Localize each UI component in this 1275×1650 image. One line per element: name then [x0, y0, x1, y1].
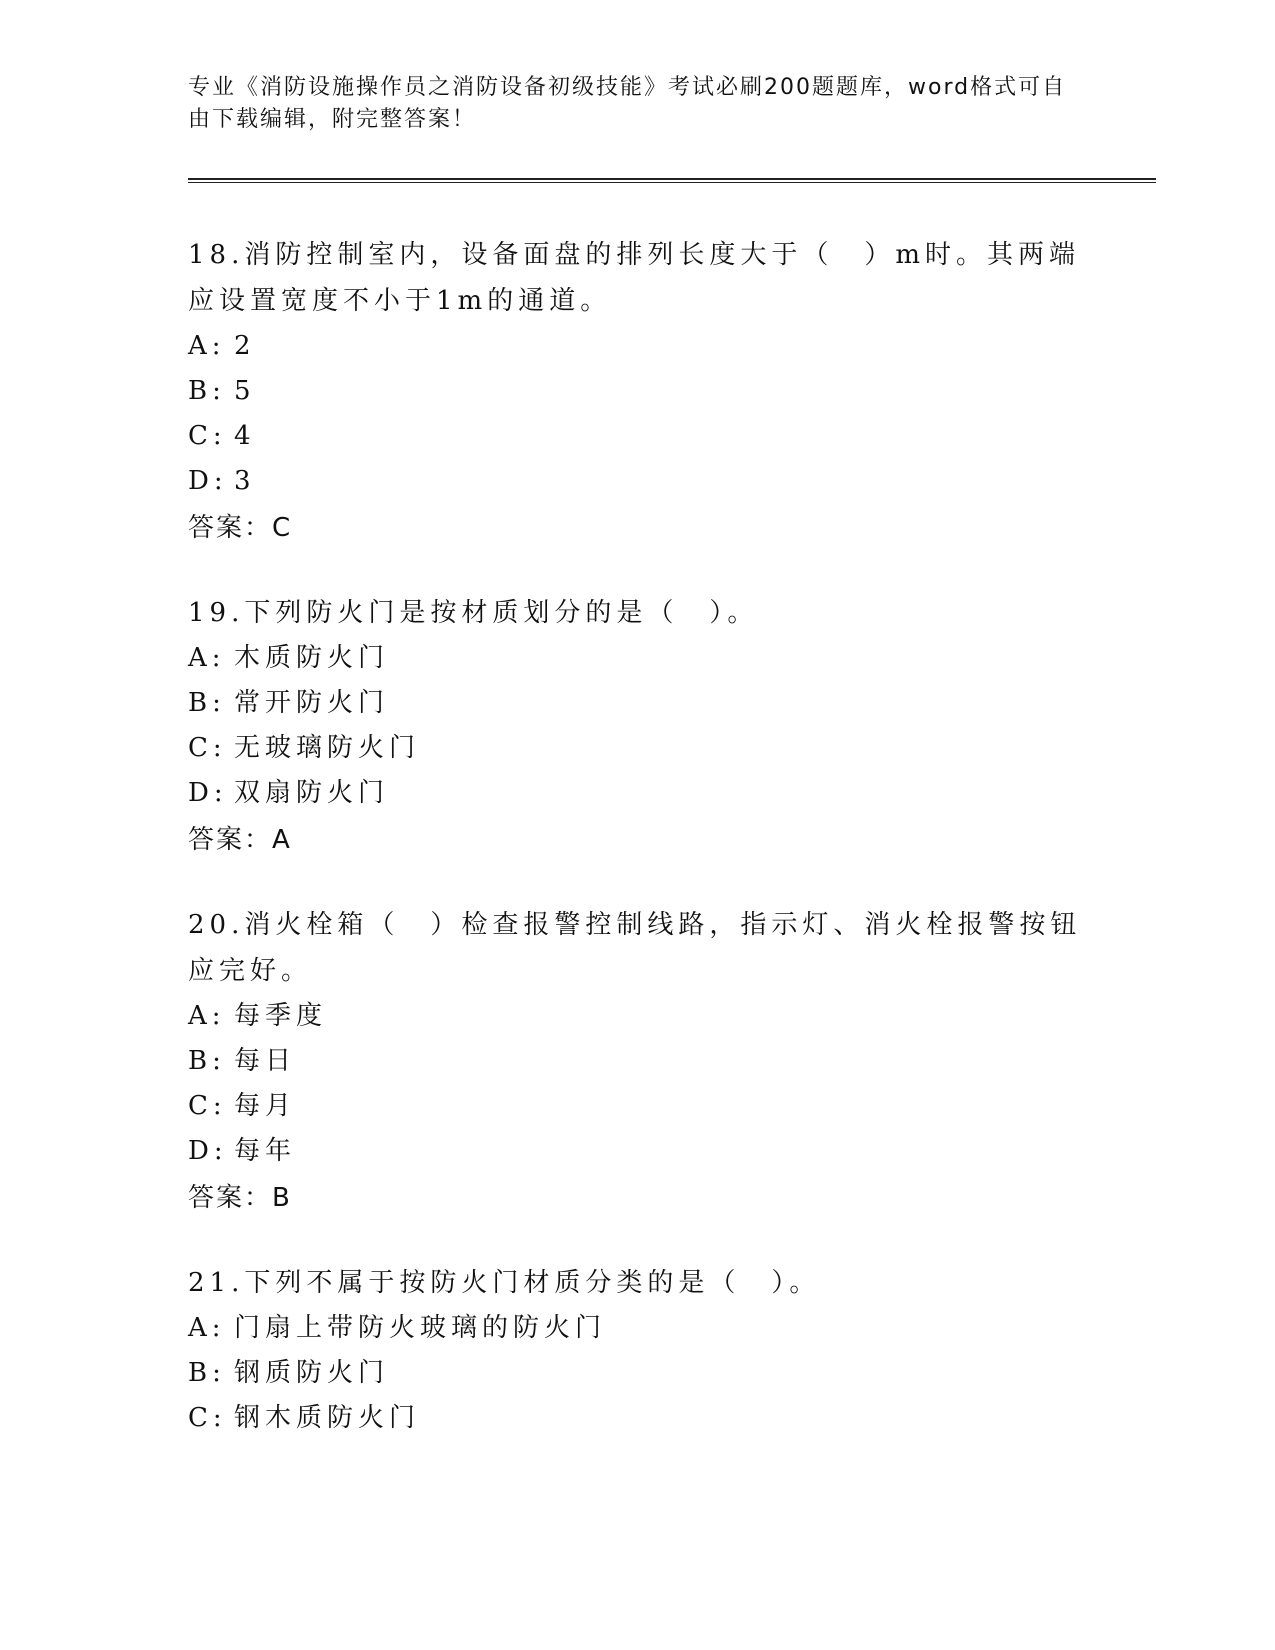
- option-text: 钢木质防火门: [234, 1403, 421, 1433]
- option-text: 4: [234, 421, 256, 451]
- option-text: 每日: [234, 1046, 297, 1076]
- option-key: B:: [188, 688, 226, 718]
- option-text: 3: [234, 466, 256, 496]
- question-18: [188, 232, 1088, 552]
- question-20: [188, 902, 1088, 1222]
- question-list: [188, 232, 1088, 1479]
- option-b: [188, 681, 1088, 726]
- option-a: [188, 994, 1088, 1039]
- option-text: 每年: [234, 1136, 297, 1166]
- option-b: [188, 369, 1088, 414]
- header-divider: [188, 178, 1156, 180]
- option-key: C:: [188, 733, 227, 763]
- option-a: [188, 636, 1088, 681]
- option-text: 每月: [234, 1091, 297, 1121]
- answer-line: 答案：B: [188, 1183, 292, 1213]
- answer-line: 答案：A: [188, 825, 292, 855]
- option-text: 木质防火门: [234, 643, 390, 673]
- option-d: [188, 771, 1088, 816]
- option-text: 无玻璃防火门: [234, 733, 421, 763]
- question-stem: 21.下列不属于按防火门材质分类的是（ ）。: [188, 1268, 821, 1298]
- header-divider-thin: [188, 182, 1156, 183]
- option-c: [188, 414, 1088, 459]
- option-key: A:: [188, 1001, 226, 1031]
- option-key: C:: [188, 1091, 227, 1121]
- option-key: B:: [188, 1046, 226, 1076]
- option-key: B:: [188, 376, 226, 406]
- option-text: 每季度: [234, 1001, 328, 1031]
- option-text: 门扇上带防火玻璃的防火门: [234, 1313, 607, 1343]
- option-b: [188, 1351, 1088, 1396]
- option-key: A:: [188, 643, 226, 673]
- option-a: [188, 1306, 1088, 1351]
- question-stem: 18.消防控制室内，设备面盘的排列长度大于（ ）m时。其两端应设置宽度不小于1m的通道。: [188, 240, 1081, 316]
- option-d: [188, 459, 1088, 504]
- question-21: [188, 1260, 1088, 1441]
- option-text: 常开防火门: [234, 688, 390, 718]
- option-text: 双扇防火门: [234, 778, 390, 808]
- question-stem: 19.下列防火门是按材质划分的是（ ）。: [188, 598, 759, 628]
- answer-line: 答案：C: [188, 513, 293, 543]
- option-c: [188, 1084, 1088, 1129]
- option-text: 钢质防火门: [234, 1358, 390, 1388]
- option-text: 2: [234, 331, 256, 361]
- option-c: [188, 1396, 1088, 1441]
- option-key: A:: [188, 1313, 226, 1343]
- option-text: 5: [234, 376, 256, 406]
- option-d: [188, 1129, 1088, 1174]
- option-a: [188, 324, 1088, 369]
- question-19: [188, 590, 1088, 864]
- option-key: A:: [188, 331, 226, 361]
- question-stem: 20.消火栓箱（ ）检查报警控制线路，指示灯、消火栓报警按钮应完好。: [188, 910, 1082, 986]
- option-key: B:: [188, 1358, 226, 1388]
- option-key: C:: [188, 421, 227, 451]
- option-key: D:: [188, 466, 228, 496]
- option-key: D:: [188, 778, 228, 808]
- document-header: 专业《消防设施操作员之消防设备初级技能》考试必刷200题题库，word格式可自由下载编辑，附完整答案！: [188, 75, 1067, 132]
- option-key: D:: [188, 1136, 228, 1166]
- option-b: [188, 1039, 1088, 1084]
- option-c: [188, 726, 1088, 771]
- option-key: C:: [188, 1403, 227, 1433]
